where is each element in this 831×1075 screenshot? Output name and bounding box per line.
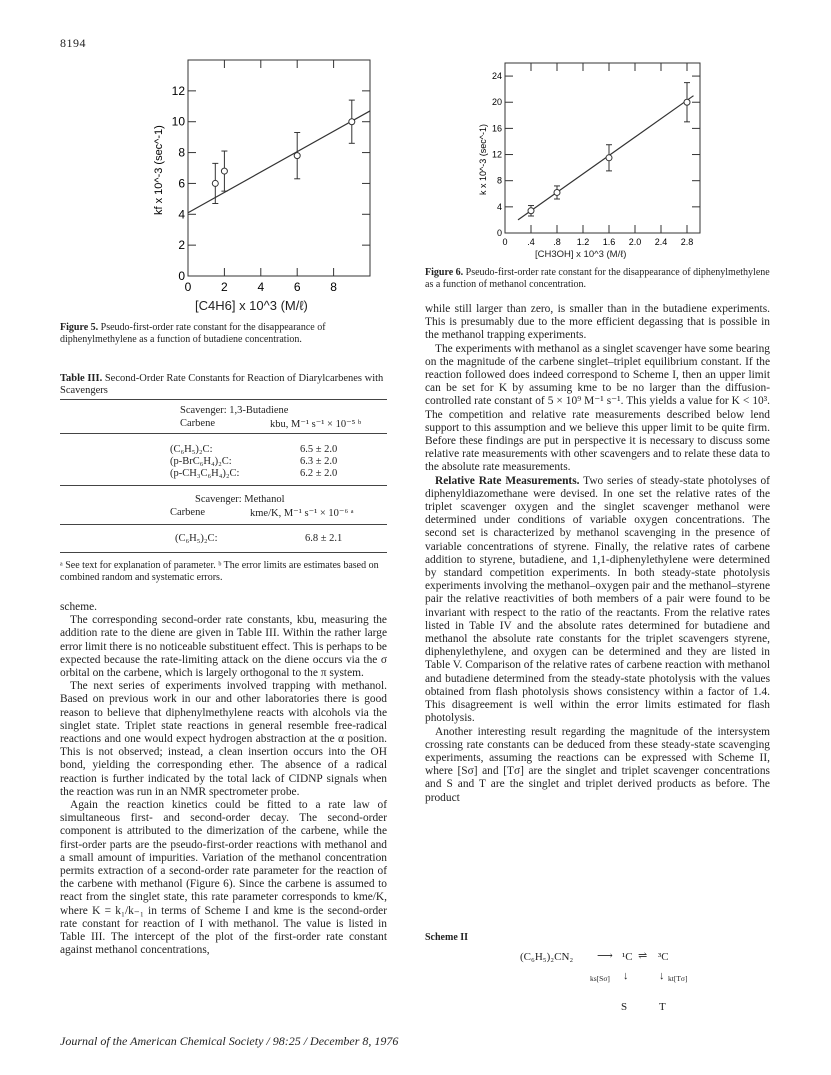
- table3-row-value: 6.2 ± 2.0: [300, 468, 338, 479]
- figure6-caption-label: Figure 6.: [425, 267, 464, 278]
- scheme2-k-triplet: kt[Tσ]: [668, 974, 688, 983]
- x-tick-label: .4: [527, 237, 535, 247]
- y-tick-label: 8: [178, 145, 185, 160]
- section-heading: Relative Rate Measurements.: [435, 474, 580, 487]
- y-tick-label: 8: [496, 175, 502, 186]
- figure6-caption: [425, 267, 770, 290]
- table3-rule-top: [60, 399, 387, 400]
- x-tick-label: 8: [330, 280, 337, 294]
- data-point: [606, 155, 612, 161]
- scheme2-product-t: T: [659, 1001, 666, 1013]
- table3-row-value: 6.5 ± 2.0: [300, 444, 338, 455]
- figure6-caption-text: Pseudo-first-order rate constant for the disappearance of diphenylmethylene as a function of methanol concentration.: [425, 267, 770, 290]
- table3-row-carbene: (p-CH₃C₆H₄)₂C:: [170, 468, 240, 479]
- table3-section2-title: Scavenger: Methanol: [195, 494, 285, 505]
- scheme2-product-s: S: [621, 1001, 628, 1013]
- table3-rule-bottom: [60, 552, 387, 553]
- scheme2-k-singlet: ks[Sσ]: [590, 974, 610, 983]
- figure6-ticks: [505, 63, 700, 233]
- figure5-tick-labels: [172, 84, 338, 294]
- y-tick-label: 0: [178, 269, 185, 283]
- data-point: [684, 99, 690, 105]
- figure5-caption-text: Pseudo-first-order rate constant for the disappearance of diphenylmethylene as a function of butadiene concentration.: [60, 322, 326, 345]
- y-tick-label: 4: [178, 207, 185, 222]
- x-tick-label: 0: [184, 280, 192, 294]
- x-tick-label: 1.2: [576, 237, 590, 247]
- left-paragraph: The next series of experiments involved trapping with methanol. Based on previous work in our and other laboratories there is good reason to believe that diphenylmethylene reacts with alcohols via the singlet state. Triplet state reactions in general resemble free-radical reactions and one would expect hydrogen abstraction at the α position. This is not observed; instead, a clean insertion occurs into the OH bond, yielding the corresponding ether. The absence of a radical reaction is further indicated by the total lack of CIDNP signals when the reaction was run in an NMR spectrometer probe.: [60, 680, 387, 798]
- x-tick-label: 1.6: [602, 237, 616, 247]
- figure5-ylabel: kf x 10^-3 (sec^-1): [153, 125, 165, 215]
- table3-row-carbene: (p-BrC₆H₄)₂C:: [170, 456, 232, 467]
- scheme2-arrow: ⟶: [597, 950, 613, 962]
- left-column: [60, 601, 387, 957]
- right-paragraph-4: Another interesting result regarding the magnitude of the intersystem crossing rate constants can be deduced from these steady-state scavenging experiments, assuming the reactions can be expressed with Scheme II, where [Sσ] and [Tσ] are the singlet and triplet scavenger concentrations and S and T are the singlet and triplet derived products as before. The product: [425, 725, 770, 804]
- y-tick-label: 12: [491, 149, 502, 160]
- table3-heading: [60, 373, 387, 397]
- data-point: [294, 153, 300, 159]
- data-point: [528, 208, 534, 214]
- right-paragraph-3-text: Two series of steady-state photolyses of diphenyldiazomethane were devised. In one set the relative rates of the triplet scavenger oxygen and the singlet scavenger methanol were determined under conditions of variable oxygen concentrations. The second set is characterized by methanol scavenging in the presence of variable concentrations of styrene. Finally, the relative rates of carbene addition to styrene, butadiene, and 1,1-diphenylethylene were determined by standard competition experiments. In both steady-state photolysis experiments involving the methanol–oxygen pair and the methanol–styrene pair the relative reactivities of both members of a pair were found to be invariant with respect to the ratio of the reactants. From the relative rates listed in Table IV and the absolute rates determined for butadiene and methanol the absolute rate constants for the triplet scavengers styrene, diphenylethylene, and oxygen can be determined and they are listed in Table V. Comparison of the relative rates of carbene reaction with methanol and butadiene determined from the steady-state photolysis with the values obtained from flash photolysis shows consistency within a factor of 1.4. This disagreement is well within the error limits estimated for flash photolysis.: [425, 474, 770, 725]
- scheme2-reactant: (C₆H₅)₂CN₂: [520, 951, 574, 963]
- figure6-frame: [505, 63, 700, 233]
- figure5-caption-label: Figure 5.: [60, 322, 99, 333]
- scheme2-triplet: ³C: [658, 951, 669, 963]
- y-tick-label: 10: [171, 114, 185, 129]
- figure6-tick-labels: [492, 71, 693, 247]
- figure5-xlabel: [C4H6] x 10^3 (M/ℓ): [195, 298, 308, 313]
- table3-section2-col1: Carbene: [170, 507, 205, 518]
- table3-row-carbene: (C₆H₅)₂C:: [170, 444, 213, 455]
- y-tick-label: 24: [491, 71, 502, 82]
- table3-rule-1: [60, 433, 387, 434]
- page-number: 8194: [60, 36, 86, 50]
- right-paragraph-2: The experiments with methanol as a singlet scavenger have some bearing on the magnitude of the carbene singlet–triplet equilibrium constant. If the reaction followed does indeed correspond to Scheme I, then an upper limit can be set for K by assuming kme to be no larger than the diffusion-controlled rate constant of 5 × 10⁹ M⁻¹ s⁻¹. This yields a value for K < 10³. The competition and relative rate measurements described below lend support to this assumption and we believe this upper limit to be quite firm. Before these findings are put in perspective it is necessary to discuss some relative rate measurements with other scavengers and to relate these data to the absolute rate measurements.: [425, 342, 770, 474]
- data-point: [212, 180, 218, 186]
- table3-section1-title: Scavenger: 1,3-Butadiene: [180, 405, 289, 416]
- figure5-caption: [60, 322, 387, 345]
- y-tick-label: 12: [171, 83, 185, 98]
- data-point: [349, 119, 355, 125]
- scheme2-down-arrow-s: ↓: [623, 970, 629, 982]
- table3-row-value: 6.8 ± 2.1: [305, 533, 343, 544]
- left-paragraph: scheme.: [60, 601, 98, 613]
- table3-label: Table III.: [60, 373, 103, 384]
- right-paragraph-1: while still larger than zero, is smaller than in the butadiene experiments. This is presumably due to the more efficient degassing that is possible in the methanol trapping experiments.: [425, 303, 770, 342]
- data-point: [554, 189, 560, 195]
- y-tick-label: 0: [496, 228, 502, 238]
- data-point: [221, 168, 227, 174]
- table3-rule-2: [60, 485, 387, 486]
- scheme2-down-arrow-t: ↓: [659, 970, 665, 982]
- figure6-chart: [460, 55, 720, 265]
- table3-title: Second-Order Rate Constants for Reaction of Diarylcarbenes with Scavengers: [60, 373, 384, 396]
- figure5-chart: [150, 55, 380, 325]
- scheme2-singlet: ¹C: [622, 951, 633, 963]
- table3-section1-col1: Carbene: [180, 418, 215, 429]
- table3-section1-col2: kbu, M⁻¹ s⁻¹ × 10⁻⁵ ᵇ: [270, 419, 362, 430]
- y-tick-label: 20: [491, 97, 502, 108]
- figure6-xlabel: [CH3OH] x 10^3 (M/ℓ): [535, 249, 627, 260]
- x-tick-label: 4: [257, 280, 265, 294]
- x-tick-label: 2.8: [680, 237, 694, 247]
- left-paragraph: Again the reaction kinetics could be fitted to a rate law of simultaneous first- and second-order decay. The second-order component is attributed to the dimerization of the carbene, while the first-order parts are the pseudo-first-order reactions with methanol and a small amount of impurities. Variation of the methanol concentration permits extraction of a second-order rate parameter for the reaction of the carbene with methanol (Figure 6). Since the carbene is assumed to react from the singlet state, this rate parameter corresponds to kme/K, where K = k₁/k₋₁ in terms of Scheme I and kme is the second-order rate constant for reaction of I with methanol. The value is listed in Table III. The intercept of the plot of the first-order rate constant against methanol concentrations,: [60, 799, 387, 957]
- page-footer: Journal of the American Chemical Society / 98:25 / December 8, 1976: [60, 1034, 399, 1048]
- left-paragraph: The corresponding second-order rate constants, kbu, measuring the addition rate to the diene are given in Table III. Within the rather large error limit there is no noticeable substituent effect. This is perhaps to be expected because the rate-limiting attack on the diene occurs via the σ orbital on the carbene, which is largely orthogonal to the π system.: [60, 614, 387, 680]
- x-tick-label: 2.4: [654, 237, 668, 247]
- x-tick-label: 6: [293, 280, 301, 294]
- table3-footnote: ᵃ See text for explanation of parameter. ᵇ The error limits are estimates based on combined random and systematic errors.: [60, 560, 379, 583]
- y-tick-label: 6: [178, 176, 185, 191]
- figure5-points: [212, 100, 354, 203]
- table3-rule-3: [60, 524, 387, 525]
- table3-row-carbene: (C₆H₅)₂C:: [175, 533, 218, 544]
- table3-section2-col2: kme/K, M⁻¹ s⁻¹ × 10⁻⁶ ᵃ: [250, 508, 354, 519]
- x-tick-label: 2.0: [628, 237, 642, 247]
- x-tick-label: 0: [502, 237, 508, 247]
- right-paragraph-3: [425, 475, 770, 726]
- table3-row-value: 6.3 ± 2.0: [300, 456, 338, 467]
- scheme2-equilibrium: ⇌: [638, 950, 648, 962]
- y-tick-label: 16: [491, 123, 502, 134]
- scheme2-title: Scheme II: [425, 932, 469, 943]
- right-column: [425, 303, 770, 805]
- x-tick-label: 2: [221, 280, 228, 294]
- x-tick-label: .8: [553, 237, 561, 247]
- figure6-ylabel: k x 10^-3 (sec^-1): [478, 124, 488, 195]
- y-tick-label: 4: [496, 201, 502, 212]
- y-tick-label: 2: [178, 238, 185, 253]
